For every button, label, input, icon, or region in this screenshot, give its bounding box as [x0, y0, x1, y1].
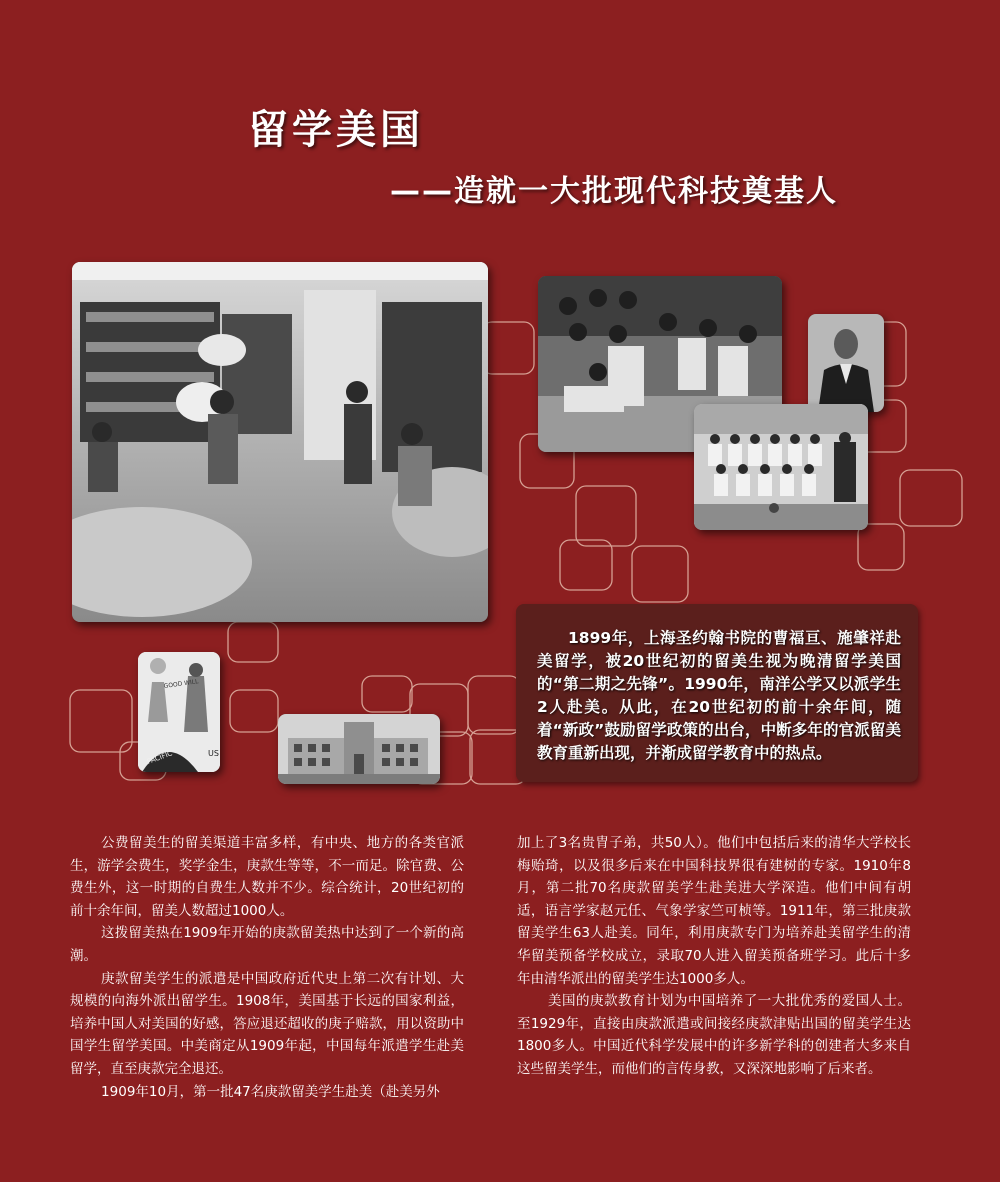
cartoon-goodwill-text: GOOD WILL [163, 678, 199, 690]
body-paragraph: 1909年10月，第一批47名庚款留美学生赴美（赴美另外 [101, 1083, 440, 1100]
body-paragraph: 这拨留美热在1909年开始的庚款留美热中达到了一个新的高潮。 [70, 925, 464, 964]
body-paragraph-continuation: 加上了3名贵胄子弟，共50人）。他们中包括后来的清华大学校长梅贻琦，以及很多后来在中国科技界很有建树的专家。1910年8月，第二批70名庚款留美学生赴美进大学深造。他们中间有胡适，语言学家赵元任、气象学家竺可桢等。1911年，第三批庚款留美学生63人赴美。同年，利用庚款专门为培养赴美留学生的清华留美预备学校成立，录取70人进入留美预备班学习。此后十多年由清华派出的留美学生达1000多人。 [517, 835, 911, 987]
body-paragraph: 庚款留美学生的派遣是中国政府近代史上第二次有计划、大规模的向海外派出留学生。1908年，美国基于长远的国家利益，培养中国人对美国的好感，答应退还超收的庚子赔款，用以资助中国学生留学美国。中美商定从1909年起，中国每年派遣学生赴美留学，直至庚款完全退还。 [70, 970, 464, 1077]
building-photo [278, 714, 440, 784]
cartoon-pacific-text: PACIFIC [145, 749, 174, 766]
body-column-right [517, 832, 911, 1081]
body-paragraph: 公费留美生的留美渠道丰富多样，有中央、地方的各类官派生，游学会费生，奖学金生，庚款生等等，不一而足。除官费、公费生外，这一时期的自费生人数并不少。综合统计，20世纪初的前十余年间，留美人数超过1000人。 [70, 835, 464, 919]
cartoon-us-text: US [208, 749, 219, 758]
body-paragraph: 美国的庚款教育计划为中国培养了一大批优秀的爱国人士。至1929年，直接由庚款派遣或间接经庚款津贴出国的留美学生达1800多人。中国近代科学发展中的许多新学科的创建者大多来自这些留美学生，而他们的言传身教，又深深地影响了后来者。 [517, 993, 911, 1077]
portrait-photo [808, 314, 884, 412]
caption-text: 1899年，上海圣约翰书院的曹福亘、施肇祥赴美留学，被20世纪初的留美生视为晚清留学美国的“第二期之先锋”。1990年，南洋公学又以派学生2人赴美。从此，在20世纪初的前十余年间，随着“新政”鼓励留学政策的出台，中断多年的官派留美教育重新出现，并渐成留学教育中的热点。 [537, 629, 901, 762]
body-column-left [70, 832, 464, 1103]
living-room-photo [72, 262, 488, 622]
football-team-photo [694, 404, 868, 530]
cartoon-photo [138, 652, 220, 772]
page-title: 留学美国 [248, 107, 424, 153]
page-subtitle: ——造就一大批现代科技奠基人 [390, 174, 838, 209]
